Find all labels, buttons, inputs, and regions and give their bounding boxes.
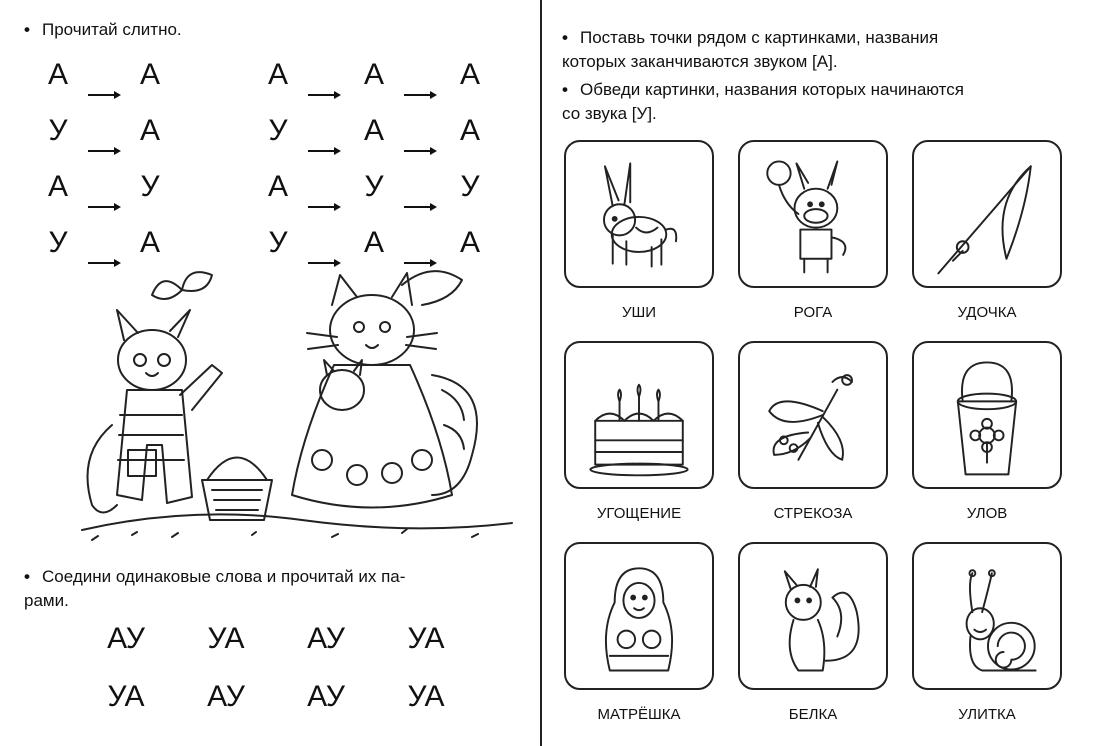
letter: У — [268, 226, 288, 259]
picture-card[interactable] — [564, 140, 714, 288]
fishing-rod-icon — [914, 142, 1060, 286]
picture-card[interactable] — [912, 542, 1062, 690]
syllable-word[interactable]: УА — [407, 680, 445, 713]
picture-caption: УЛОВ — [966, 505, 1008, 522]
picture-card[interactable] — [564, 341, 714, 489]
instruction-text-line2: рами. — [24, 591, 69, 610]
arrow-right-icon — [88, 74, 122, 108]
picture-card[interactable] — [564, 542, 714, 690]
syllable-word[interactable]: АУ — [107, 622, 145, 655]
dragonfly-icon — [740, 343, 886, 487]
reading-row — [44, 58, 514, 98]
letter: У — [460, 170, 480, 203]
instruction-text-line2: со звука [У]. — [562, 104, 657, 123]
syllable-word[interactable]: АУ — [207, 680, 245, 713]
picture-caption: УЛИТКА — [958, 706, 1016, 723]
picture-caption: РОГА — [793, 304, 833, 321]
reading-row — [44, 170, 514, 210]
letter: А — [139, 114, 160, 147]
letter: А — [139, 58, 160, 91]
arrow-right-icon — [404, 74, 438, 108]
letter: А — [47, 58, 68, 91]
picture-caption: СТРЕКОЗА — [773, 505, 853, 522]
reading-row — [44, 226, 514, 266]
picture-caption: БЕЛКА — [788, 706, 838, 723]
instruction-text: Прочитай слитно. — [42, 20, 182, 39]
letter: А — [459, 114, 480, 147]
instruction-read-together: • Прочитай слитно. — [24, 20, 182, 39]
syllable-word[interactable]: УА — [207, 622, 245, 655]
letter: У — [140, 170, 160, 203]
arrow-right-icon — [404, 130, 438, 164]
reading-row — [44, 114, 514, 154]
right-page — [542, 0, 1093, 746]
picture-caption: УГОЩЕНИЕ — [596, 505, 682, 522]
matryoshka-icon — [566, 544, 712, 688]
squirrel-icon — [740, 544, 886, 688]
letter: А — [363, 114, 384, 147]
deer-with-balloon-icon — [740, 142, 886, 286]
syllable-word[interactable]: УА — [107, 680, 145, 713]
letter: А — [139, 226, 160, 259]
picture-caption: УШИ — [621, 304, 657, 321]
picture-card[interactable] — [738, 140, 888, 288]
picture-caption: УДОЧКА — [957, 304, 1017, 321]
letter: А — [363, 226, 384, 259]
picture-card[interactable] — [738, 341, 888, 489]
letter: У — [364, 170, 384, 203]
fish-bucket-icon — [914, 343, 1060, 487]
instruction-text-line1: Соедини одинаковые слова и прочитай их па- — [42, 567, 406, 586]
snail-icon — [914, 544, 1060, 688]
arrow-right-icon — [308, 130, 342, 164]
letter: А — [459, 58, 480, 91]
birthday-cake-icon — [566, 343, 712, 487]
letter: А — [267, 58, 288, 91]
arrow-right-icon — [308, 186, 342, 220]
left-page — [0, 0, 540, 746]
letter: У — [268, 114, 288, 147]
letter: А — [459, 226, 480, 259]
letter: А — [47, 170, 68, 203]
instruction-text-line1: Поставь точки рядом с картинками, названия — [580, 28, 939, 47]
instruction-connect-words: • Соедини одинаковые слова и прочитай их па- рами. — [24, 565, 524, 613]
letter: У — [48, 226, 68, 259]
arrow-right-icon — [308, 74, 342, 108]
syllable-word[interactable]: УА — [407, 622, 445, 655]
picture-card[interactable] — [912, 140, 1062, 288]
picture-caption: МАТРЁШКА — [597, 706, 681, 723]
arrow-right-icon — [88, 186, 122, 220]
raccoon-and-cats-illustration — [72, 265, 542, 555]
arrow-right-icon — [404, 186, 438, 220]
letter: У — [48, 114, 68, 147]
syllable-word[interactable]: АУ — [307, 622, 345, 655]
arrow-right-icon — [88, 130, 122, 164]
instruction-circle-pictures: • Обведи картинки, названия которых начинаются со звука [У]. — [562, 78, 1067, 126]
picture-card[interactable] — [912, 341, 1062, 489]
letter: А — [363, 58, 384, 91]
instruction-put-dots: • Поставь точки рядом с картинками, названия которых заканчиваются звуком [А]. — [562, 26, 1067, 74]
letter: А — [267, 170, 288, 203]
picture-card[interactable] — [738, 542, 888, 690]
donkey-icon — [566, 142, 712, 286]
instruction-text-line1: Обведи картинки, названия которых начинаются — [580, 80, 964, 99]
instruction-text-line2: которых заканчиваются звуком [А]. — [562, 52, 838, 71]
syllable-word[interactable]: АУ — [307, 680, 345, 713]
